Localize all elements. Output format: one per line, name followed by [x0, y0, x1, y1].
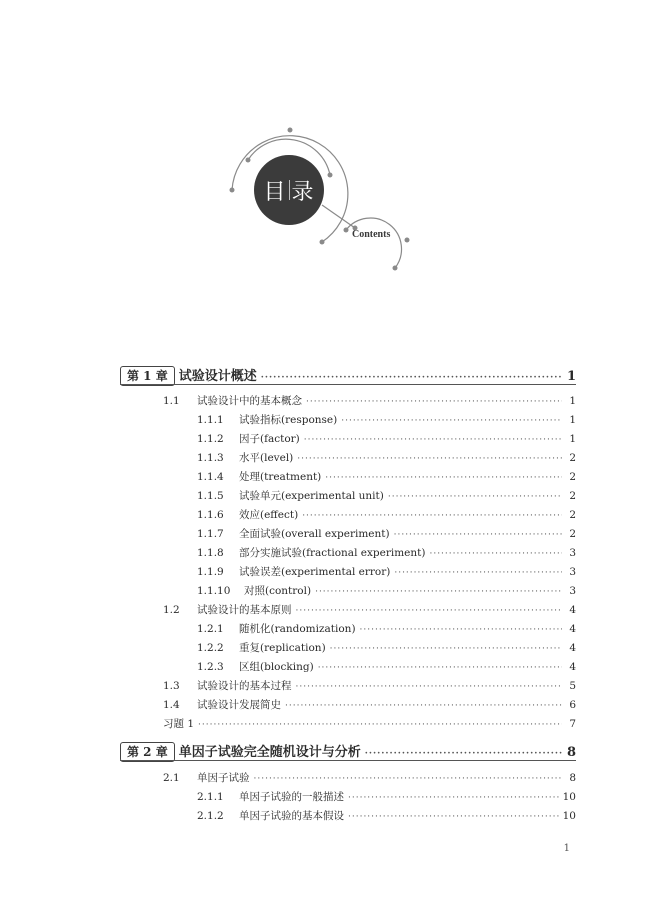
toc-subsection[interactable]: 1.1.7 全面试验(overall experiment) ····· 2 [197, 527, 576, 542]
contents-logo-graphic [0, 0, 646, 300]
toc-exercise[interactable]: 习题 1 ····· 7 [163, 717, 576, 732]
chapter-rule [120, 384, 576, 385]
toc-section[interactable]: 1.1 试验设计中的基本概念 ····· 1 [163, 394, 576, 409]
toc-subsection[interactable]: 1.1.8 部分实施试验(fractional experiment) ····· 3 [197, 546, 576, 561]
page-ref: 1 [566, 369, 576, 384]
toc-subsection[interactable]: 2.1.2 单因子试验的基本假设 ····· 10 [197, 809, 576, 824]
toc-subsection[interactable]: 1.2.2 重复(replication) ····· 4 [197, 641, 576, 656]
chapter-rule [120, 760, 576, 761]
toc-subsection[interactable]: 1.2.1 随机化(randomization) ····· 4 [197, 622, 576, 637]
toc-chapter-1[interactable] [120, 366, 576, 386]
chapter-title: 单因子试验完全随机设计与分析 [178, 745, 361, 760]
toc-subsection[interactable]: 1.1.1 试验指标(response) ····· 1 [197, 413, 576, 428]
toc-subsection[interactable]: 1.1.3 水平(level) ····· 2 [197, 451, 576, 466]
toc-subsection[interactable]: 1.1.9 试验误差(experimental error) ····· 3 [197, 565, 576, 580]
toc-subsection[interactable]: 2.1.1 单因子试验的一般描述 ····· 10 [197, 790, 576, 805]
chapter-tag: 第 1 章 [120, 366, 175, 386]
toc-subsection[interactable]: 1.1.2 因子(factor) ····· 1 [197, 432, 576, 447]
contents-title-char-1: 目 [263, 179, 287, 205]
toc-chapter-2[interactable] [120, 742, 576, 762]
toc-section[interactable]: 1.3 试验设计的基本过程 ····· 5 [163, 679, 576, 694]
chapter-tag: 第 2 章 [120, 742, 175, 762]
toc-section[interactable]: 1.4 试验设计发展简史 ····· 6 [163, 698, 576, 713]
page-ref: 8 [566, 745, 576, 760]
chapter-title: 试验设计概述 [178, 369, 257, 384]
contents-title-char-2: 录 [291, 179, 315, 205]
toc-subsection[interactable]: 1.1.6 效应(effect) ····· 2 [197, 508, 576, 523]
toc-section[interactable]: 2.1 单因子试验 ····· 8 [163, 771, 576, 786]
toc-section[interactable]: 1.2 试验设计的基本原则 ····· 4 [163, 603, 576, 618]
toc-subsection[interactable]: 1.1.10 对照(control) ····· 3 [197, 584, 576, 599]
page-number: 1 [563, 843, 570, 854]
title-divider [289, 180, 290, 200]
toc-subsection[interactable]: 1.1.4 处理(treatment) ····· 2 [197, 470, 576, 485]
toc-subsection[interactable]: 1.2.3 区组(blocking) ····· 4 [197, 660, 576, 675]
contents-subtitle: Contents [352, 229, 391, 240]
contents-title-badge [254, 155, 324, 225]
toc-subsection[interactable]: 1.1.5 试验单元(experimental unit) ····· 2 [197, 489, 576, 504]
